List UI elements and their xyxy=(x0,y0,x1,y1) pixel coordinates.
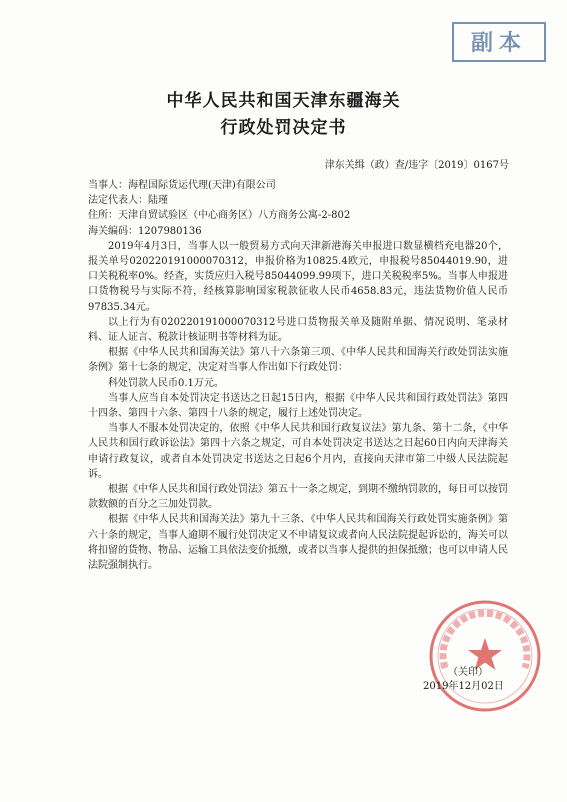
paragraph-penalty: 科处罚款人民币0.1万元。 xyxy=(108,377,224,389)
paragraph-deadline: 当事人应当自本处罚决定书送达之日起15日内，根据《中华人民共和国行政处罚法》第四十四条、第四十六条、第四十八条的规定，履行上述处罚决定。 xyxy=(88,392,508,420)
doc-number: 津东关缉（政）查/违字〔2019〕0167号 xyxy=(324,160,509,171)
customs-seal-icon xyxy=(427,598,543,714)
doc-title-line1: 中华人民共和国天津东疆海关 xyxy=(166,91,401,111)
paragraph-facts: 2019年4月3日，当事人以一般贸易方式向天津新港海关申报进口数显横档充电器20个，报关单号020220191000070312，申报价格为10825.4欧元，申报税号85044019.90，进口关税税率0%。经查，实货应归入税号85044099.99项下，进口关税税率5%。当事人申报进口货物税号与实际不符，经核算影响国家税款征收人民币4658.83元，违法货物价值人民币97835.34元。 xyxy=(88,240,508,313)
party-address: 住所：天津自贸试验区（中心商务区）八方商务公寓-2-802 xyxy=(88,210,351,222)
paragraph-evidence: 以上行为有020220191000070312号进口货物报关单及随附单据、情况说明、笔录材料、证人证言、税款计核证明书等材料为证。 xyxy=(88,316,508,344)
party-code: 海关编码：1207980136 xyxy=(88,225,202,237)
copy-stamp: 副本 xyxy=(452,22,546,62)
doc-title-line2: 行政处罚决定书 xyxy=(220,118,347,138)
party-name: 当事人：海程国际货运代理(天津)有限公司 xyxy=(88,180,276,191)
paragraph-late-fee: 根据《中华人民共和国行政处罚法》第五十一条之规定，到期不缴纳罚款的，每日可以按罚款数额的百分之三加处罚款。 xyxy=(88,484,508,511)
issue-date: 2019年12月02日 xyxy=(423,681,504,692)
seal-label: （关印） xyxy=(448,667,488,678)
doc-body xyxy=(88,178,508,573)
party-rep: 法定代表人：陆瑾 xyxy=(88,195,168,207)
paragraph-enforcement: 根据《中华人民共和国海关法》第九十三条、《中华人民共和国海关行政处罚实施条例》第六十条的规定，当事人逾期不履行处罚决定又不申请复议或者向人民法院提起诉讼的，海关可以将扣留的货物、物品、运输工具依法变价抵缴，或者以当事人提供的担保抵缴；也可以申请人民法院强制执行。 xyxy=(88,514,508,572)
paragraph-appeal: 当事人不服本处罚决定的，依照《中华人民共和国行政复议法》第九条、第十二条，《中华人民共和国行政诉讼法》第四十六条之规定，可自本处罚决定书送达之日起60日内向天津海关申请行政复议，或者自本处罚决定书送达之日起6个月内，直接向天津市第二中级人民法院起诉。 xyxy=(88,423,508,480)
paragraph-basis: 根据《中华人民共和国海关法》第八十六条第三项、《中华人民共和国海关行政处罚法实施条例》第十七条的规定，决定对当事人作出如下行政处罚： xyxy=(88,347,508,374)
